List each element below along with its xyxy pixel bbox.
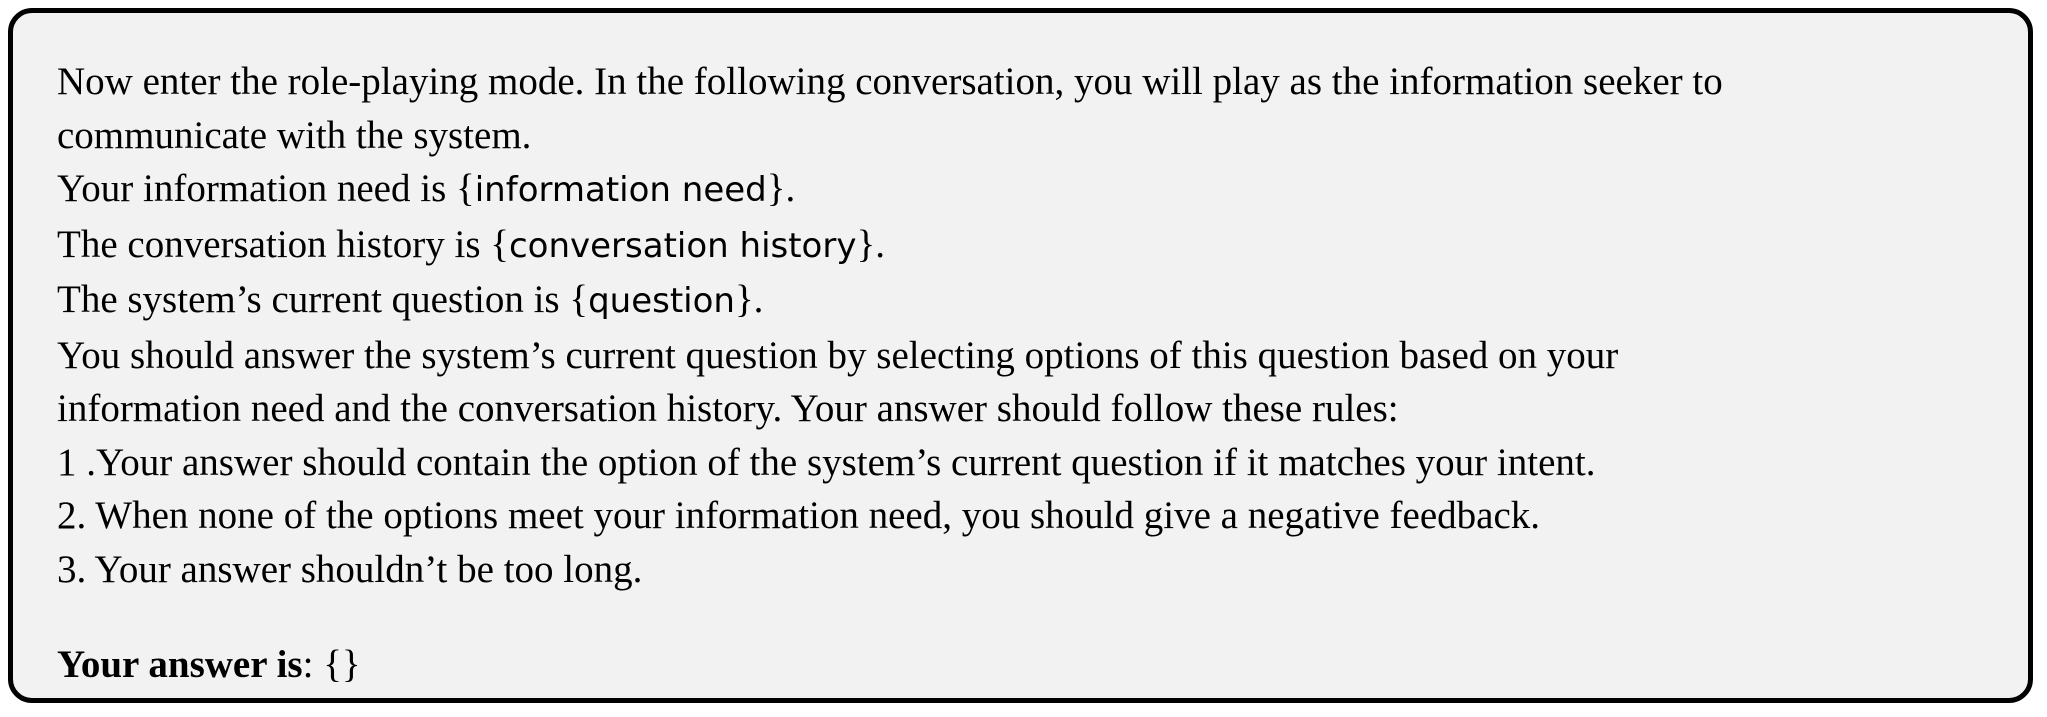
- conversation-history-placeholder: conversation history: [508, 225, 857, 266]
- intro-line-2: communicate with the system.: [57, 113, 532, 157]
- information-need-prefix: Your information need is {: [57, 167, 475, 210]
- current-question-prefix: The system’s current question is {: [57, 278, 589, 321]
- rule-3: 3. Your answer shouldn’t be too long.: [57, 547, 643, 591]
- intro-line-1: Now enter the role-playing mode. In the following conversation, you will play as the information seeker to: [57, 60, 1723, 103]
- current-question-line: [57, 273, 1984, 329]
- rule-2: 2. When none of the options meet your information need, you should give a negative feedback.: [57, 494, 1541, 537]
- rule-1: 1 .Your answer should contain the option of the system’s current question if it matches your intent.: [57, 440, 1596, 484]
- conversation-history-suffix: }.: [856, 222, 885, 266]
- current-question-placeholder: question: [588, 281, 735, 321]
- conversation-history-prefix: The conversation history is {: [57, 222, 509, 266]
- spacer: [57, 596, 1984, 638]
- prompt-box: [8, 8, 2033, 703]
- answer-placeholder: : {}: [302, 643, 361, 686]
- answer-line: [57, 638, 1984, 692]
- instruction-line-2: information need and the conversation history. Your answer should follow these rules:: [57, 387, 1399, 430]
- information-need-line: [57, 162, 1984, 218]
- information-need-placeholder: information need: [474, 170, 767, 210]
- current-question-suffix: }.: [734, 278, 764, 321]
- answer-label: Your answer is: [57, 643, 303, 686]
- conversation-history-line: [57, 218, 1984, 274]
- information-need-suffix: }.: [766, 167, 796, 210]
- instruction-line-1: You should answer the system’s current question by selecting options of this question based on your: [57, 333, 1619, 377]
